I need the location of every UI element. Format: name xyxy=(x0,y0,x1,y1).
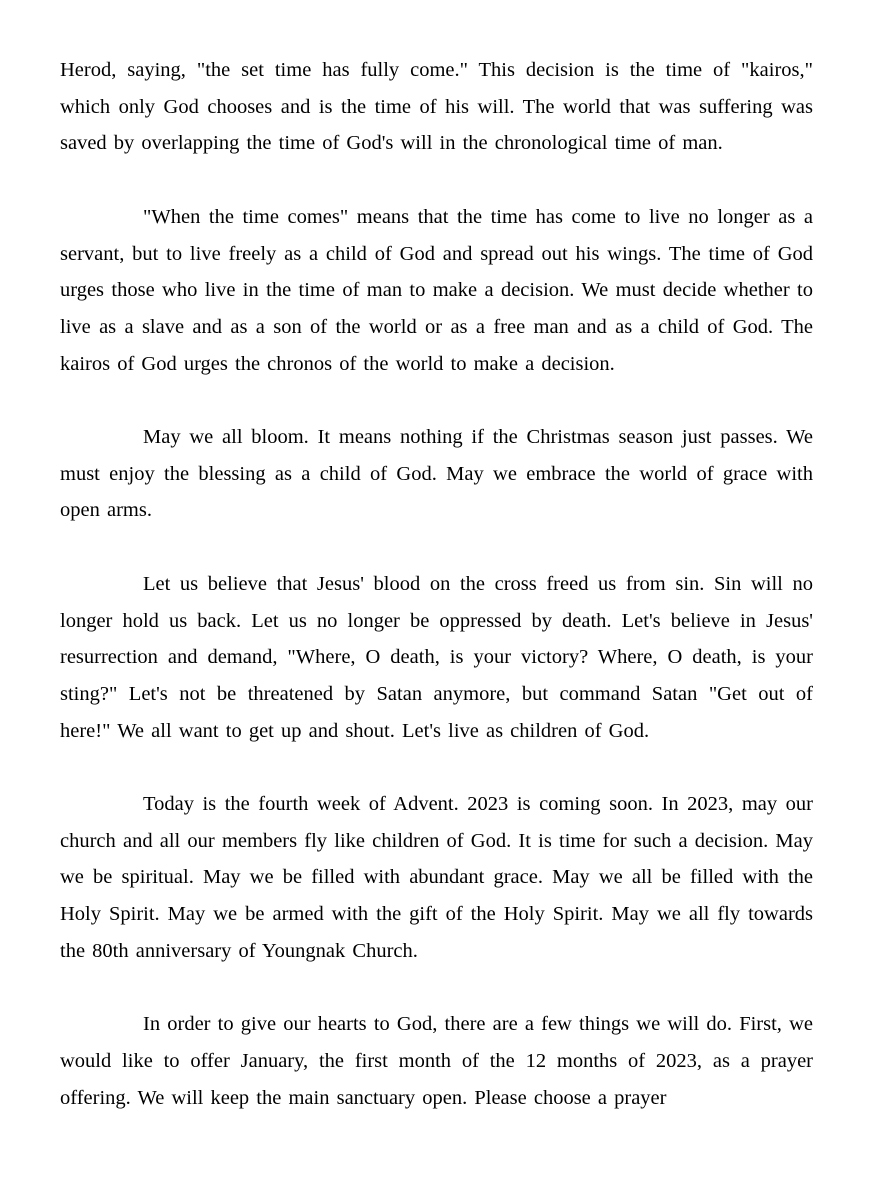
paragraph-fourth-week-advent: Today is the fourth week of Advent. 2023 is coming soon. In 2023, may our church and all our members fly like children of God. It is time for such a decision. May we be spiritual. May we be filled with abundant grace. May we all be filled with the Holy Spirit. May we be armed with the gift of the Holy Spirit. May we all fly towards the 80th anniversary of Youngnak Church. xyxy=(60,793,813,962)
paragraph-prayer-offering: In order to give our hearts to God, there are a few things we will do. First, we would like to offer January, the first month of the 12 months of 2023, as a prayer offering. We will keep the main sanctuary open. Please choose a prayer xyxy=(60,1013,813,1109)
paragraph-believe-jesus-blood: Let us believe that Jesus' blood on the cross freed us from sin. Sin will no longer hold us back. Let us no longer be oppressed by death. Let's believe in Jesus' resurrection and demand, "Where, O death, is your victory? Where, O death, is your sting?" Let's not be threatened by Satan anymore, but command Satan "Get out of here!" We all want to get up and shout. Let's live as children of God. xyxy=(60,572,813,742)
paragraph-when-the-time-comes: "When the time comes" means that the time has come to live no longer as a servant, but to live freely as a child of God and spread out his wings. The time of God urges those who live in the time of man to make a decision. We must decide whether to live as a slave and as a son of the world or as a free man and as a child of God. The kairos of God urges the chronos of the world to make a decision. xyxy=(60,205,813,375)
document-page xyxy=(60,52,813,1153)
paragraph-may-we-all-bloom: May we all bloom. It means nothing if the Christmas season just passes. We must enjoy the blessing as a child of God. May we embrace the world of grace with open arms. xyxy=(60,426,813,522)
paragraph-herod-kairos: Herod, saying, "the set time has fully come." This decision is the time of "kairos," which only God chooses and is the time of his will. The world that was suffering was saved by overlapping the time of God's will in the chronological time of man. xyxy=(60,59,813,155)
